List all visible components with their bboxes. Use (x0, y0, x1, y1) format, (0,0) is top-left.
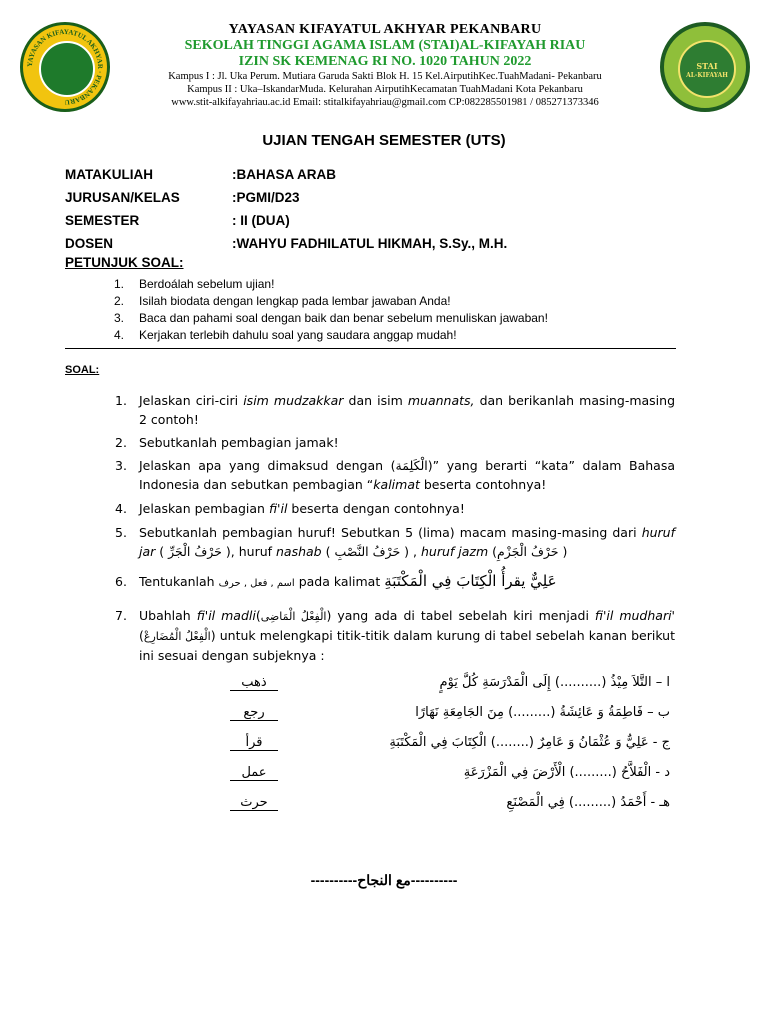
list-item: 2. Isilah biodata dengan lengkap pada lembar jawaban Anda! (114, 294, 451, 308)
campus-one-address: Kampus I : Jl. Uka Perum. Mutiara Garuda Sakti Blok H. 15 Kel.AirputihKec.TuahMadani- Pekanbaru (168, 71, 602, 82)
question-3: 3. Jelaskan apa yang dimaksud dengan (الْكَلِمَة)” yang berarti “kata” dalam Bahasa Indonesia dan sebutkan pembagian “kalimat beserta contohnya! (115, 458, 675, 492)
list-item: 4. Kerjakan terlebih dahulu soal yang saudara anggap mudah! (114, 328, 457, 342)
sentence-cell: ا – التَّلاَ مِيْذُ (..........) إِلَى الْمَدْرَسَةِ كُلَّ يَوْمٍ (439, 675, 670, 690)
verb-cell: قرأ (230, 735, 278, 751)
license-number: IZIN SK KEMENAG RI NO. 1020 TAHUN 2022 (238, 54, 532, 69)
instructions-heading: PETUNJUK SOAL: (65, 255, 184, 270)
verb-cell: رجع (230, 705, 278, 721)
divider (65, 348, 676, 349)
stai-logo-subtext: AL-KIFAYAH (686, 72, 728, 79)
question-7: 7. Ubahlah fi'il madli(الْفِعْلُ الْمَاضِى) yang ada di tabel sebelah kiri menjadi fi'il mudhari' (الْفِعْلُ الْمُضَارِعْ) untuk melengkapi titik-titik dalam kurung di tabel sebelah kanan berikut ini sesuai dengan subjeknya : (115, 608, 676, 663)
stai-logo-emblem (678, 40, 736, 98)
yayasan-logo-emblem (39, 41, 95, 97)
sentence-cell: هـ - أَحْمَدُ (.........) فِي الْمَصْنَعِ (506, 795, 670, 810)
verb-cell: حرث (230, 795, 278, 811)
table-row (230, 735, 670, 759)
sentence-cell: د - الْفَلاَّحُ (.........) الْأَرْضَ فِي الْمَزْرَعَةِ (463, 765, 670, 780)
list-item: 3. Baca dan pahami soal dengan baik dan benar sebelum menuliskan jawaban! (114, 311, 548, 325)
contact-line: www.stit-alkifayahriau.ac.id Email: stitalkifayahriau@gmail.com CP:082285501981 / 085271373346 (171, 97, 599, 108)
questions-heading: SOAL: (65, 364, 100, 376)
question-1: 1. Jelaskan ciri-ciri isim mudzakkar dan isim muannats, dan berikanlah masing-masing 2 contoh! (115, 393, 676, 427)
table-row (230, 705, 670, 729)
foundation-name: YAYASAN KIFAYATUL AKHYAR PEKANBARU (228, 22, 542, 37)
closing-wish: ----------مع النجاح---------- (310, 872, 458, 888)
table-row (230, 765, 670, 789)
verb-cell: عمل (230, 765, 278, 781)
instructions-list (114, 276, 548, 344)
table-row (230, 675, 670, 699)
college-name: SEKOLAH TINGGI AGAMA ISLAM (STAI)AL-KIFAYAH RIAU (184, 38, 586, 53)
letterhead (110, 22, 660, 109)
sentence-cell: ج - عَلِيٌّ وَ عُثْمَانُ وَ عَامِرٌ (........) الْكِتَابَ فِي الْمَكْتَبَةِ (389, 735, 670, 750)
stai-logo-text: STAI (696, 61, 718, 71)
sentence-cell: ب – فَاطِمَةُ وَ عَائِشَةُ (.........) مِنَ الجَامِعَةِ نَهَارًا (415, 705, 670, 720)
stai-logo (660, 22, 750, 112)
exam-title: UJIAN TENGAH SEMESTER (UTS) (262, 132, 506, 149)
question-6: 6. Tentukanlah اسم , فعل , حرف pada kalimat عَلِيٌّ يقرأُ الْكِتَابَ فِي الْمَكْتَبَةِ (115, 572, 557, 590)
table-row (230, 795, 670, 819)
exam-info (65, 163, 507, 255)
info-row: MATAKULIAH :BAHASA ARAB (65, 167, 336, 182)
info-row: DOSEN :WAHYU FADHILATUL HIKMAH, S.Sy., M.H. (65, 236, 508, 251)
list-item: 1. Berdoálah sebelum ujian! (114, 277, 275, 291)
yayasan-logo (20, 22, 110, 112)
svg-text:YAYASAN KIFAYATUL AKHYAR · PEK: YAYASAN KIFAYATUL AKHYAR · PEKANBARU (25, 27, 105, 107)
campus-two-address: Kampus II : Uka–IskandarMuda. Kelurahan AirputihKecamatan TuahMadani Kota Pekanbaru (187, 84, 583, 95)
info-row: JURUSAN/KELAS :PGMI/D23 (65, 190, 300, 205)
question-4: 4. Jelaskan pembagian fi'il beserta dengan contohnya! (115, 501, 465, 516)
question-5: 5. Sebutkanlah pembagian huruf! Sebutkan 5 (lima) macam masing-masing dari huruf jar ( حَرْفُ الْجَرِّ ), huruf nashab ( حَرْفُ النَّصْبِ ) , huruf jazm (حَرْفُ الْجَزْمِ ) (115, 525, 675, 559)
question-2: 2. Sebutkanlah pembagian jamak! (115, 435, 339, 450)
info-row: SEMESTER : II (DUA) (65, 213, 290, 228)
verb-cell: ذهب (230, 675, 278, 691)
